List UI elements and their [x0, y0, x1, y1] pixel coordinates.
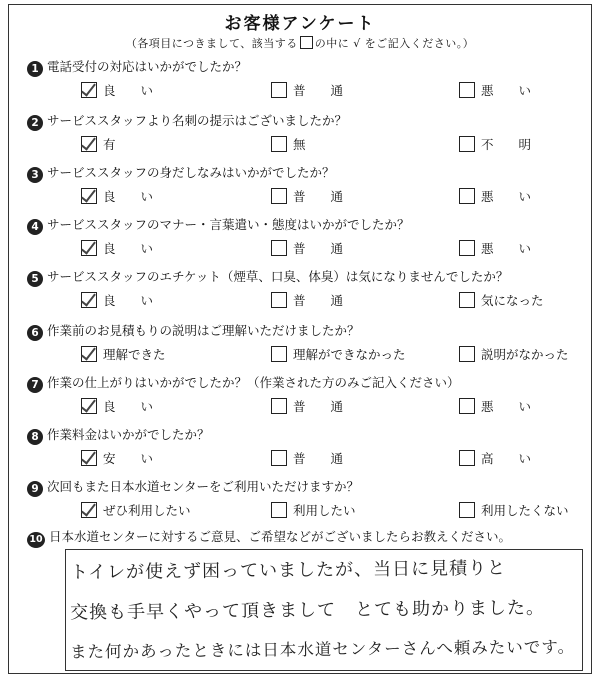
- checkbox-icon[interactable]: [271, 502, 287, 518]
- question-text: 日本水道センターに対するご意見、ご希望などがございましたらお教えください。: [49, 529, 512, 544]
- question-number-badge: 5: [27, 271, 43, 287]
- checkbox-icon[interactable]: [271, 450, 287, 466]
- question-number-badge: 9: [27, 481, 43, 497]
- answer-option-label: 高 い: [481, 451, 532, 466]
- checked-checkbox-icon[interactable]: [81, 502, 97, 518]
- checkbox-icon[interactable]: [459, 292, 475, 308]
- answer-options: [81, 81, 581, 103]
- answer-option[interactable]: [271, 81, 343, 99]
- answer-option[interactable]: [459, 81, 531, 99]
- handwritten-comment-line: トイレが使えず困っていましたが、当日に見積りと: [69, 557, 507, 584]
- question-line: [27, 477, 359, 497]
- answer-option-label: 利用したくない: [481, 503, 569, 518]
- question-text: 作業の仕上がりはいかがでしたか？（作業された方のみご記入ください）: [47, 375, 460, 390]
- question-text: サービススタッフより名刺の提示はございましたか？: [47, 113, 348, 128]
- checked-checkbox-icon[interactable]: [81, 136, 97, 152]
- answer-option[interactable]: [271, 135, 306, 153]
- answer-option[interactable]: [81, 81, 153, 99]
- answer-options: [81, 187, 581, 209]
- answer-option[interactable]: [81, 187, 153, 205]
- question-number-badge: 8: [27, 429, 43, 445]
- answer-option-label: 良 い: [103, 189, 154, 204]
- question-number-badge: 7: [27, 377, 43, 393]
- question-2: [27, 111, 581, 163]
- answer-option[interactable]: [81, 291, 153, 309]
- answer-options: [81, 449, 581, 471]
- answer-option-label: 良 い: [103, 399, 154, 414]
- answer-option-label: 普 通: [293, 241, 344, 256]
- answer-option[interactable]: [271, 239, 343, 257]
- answer-option-label: 普 通: [293, 451, 344, 466]
- question-text: 作業料金はいかがでしたか？: [47, 427, 210, 442]
- answer-option-label: 悪 い: [481, 189, 532, 204]
- answer-option-label: 有: [103, 137, 116, 152]
- answer-options: [81, 135, 581, 157]
- question-line: [27, 215, 410, 235]
- answer-options: [81, 397, 581, 419]
- answer-option[interactable]: [81, 449, 153, 467]
- handwritten-comment-line: また何かあったときには日本水道センターさんへ頼みたいです。: [69, 637, 576, 662]
- checkbox-icon[interactable]: [459, 136, 475, 152]
- question-6: [27, 321, 581, 373]
- checkbox-icon[interactable]: [459, 398, 475, 414]
- question-line: [27, 111, 347, 131]
- checked-checkbox-icon[interactable]: [81, 240, 97, 256]
- question-text: サービススタッフのエチケット（煙草、口臭、体臭）は気になりませんでしたか？: [47, 269, 509, 284]
- checkbox-icon[interactable]: [271, 240, 287, 256]
- checkbox-icon[interactable]: [271, 346, 287, 362]
- question-8: [27, 425, 581, 477]
- answer-option[interactable]: [459, 239, 531, 257]
- answer-options: [81, 501, 581, 523]
- answer-option-label: 利用したい: [293, 503, 356, 518]
- checkbox-icon[interactable]: [459, 188, 475, 204]
- checkbox-icon[interactable]: [459, 82, 475, 98]
- answer-option[interactable]: [271, 449, 343, 467]
- question-number-badge: 3: [27, 167, 43, 183]
- instructions-before: （各項目につきまして、該当する: [125, 37, 298, 50]
- answer-option[interactable]: [459, 135, 531, 153]
- answer-option-label: 不 明: [481, 137, 532, 152]
- answer-option-label: 理解ができなかった: [293, 347, 406, 362]
- answer-option-label: 無: [293, 137, 306, 152]
- question-line: [27, 373, 460, 393]
- answer-option[interactable]: [459, 397, 531, 415]
- checkbox-icon[interactable]: [459, 502, 475, 518]
- instructions-after: の中に √ をご記入ください。）: [314, 37, 475, 50]
- answer-option[interactable]: [271, 291, 343, 309]
- answer-option[interactable]: [81, 239, 153, 257]
- checked-checkbox-icon[interactable]: [81, 188, 97, 204]
- answer-option[interactable]: [459, 187, 531, 205]
- answer-option[interactable]: [459, 449, 531, 467]
- question-10: [27, 527, 511, 548]
- answer-options: [81, 291, 581, 313]
- question-line: [27, 425, 210, 445]
- answer-option[interactable]: [459, 345, 569, 363]
- question-text: サービススタッフのマナー・言葉遣い・態度はいかがでしたか？: [47, 217, 410, 232]
- question-1: [27, 57, 581, 109]
- answer-option[interactable]: [271, 501, 356, 519]
- question-text: 作業前のお見積もりの説明はご理解いただけましたか？: [47, 323, 360, 338]
- question-number-badge: 4: [27, 219, 43, 235]
- answer-option[interactable]: [271, 345, 406, 363]
- answer-option[interactable]: [81, 397, 153, 415]
- survey-title: お客様アンケート: [224, 14, 376, 34]
- answer-option-label: 悪 い: [481, 241, 532, 256]
- answer-option-label: ぜひ利用したい: [103, 503, 191, 518]
- checked-checkbox-icon[interactable]: [81, 82, 97, 98]
- checkbox-icon[interactable]: [271, 292, 287, 308]
- checked-checkbox-icon[interactable]: [81, 450, 97, 466]
- survey-instructions: [9, 35, 591, 51]
- checkbox-icon[interactable]: [271, 136, 287, 152]
- checked-checkbox-icon[interactable]: [81, 398, 97, 414]
- question-5: [27, 267, 581, 319]
- checkbox-icon[interactable]: [271, 82, 287, 98]
- answer-option-label: 悪 い: [481, 399, 532, 414]
- question-3: [27, 163, 581, 215]
- answer-option-label: 説明がなかった: [481, 347, 569, 362]
- answer-option-label: 理解できた: [103, 347, 166, 362]
- question-line: [27, 321, 360, 341]
- answer-option[interactable]: [459, 291, 544, 309]
- checkbox-icon[interactable]: [271, 188, 287, 204]
- question-number-badge: 6: [27, 325, 43, 341]
- answer-option[interactable]: [271, 187, 343, 205]
- answer-options: [81, 239, 581, 261]
- answer-option[interactable]: [81, 135, 116, 153]
- question-text: 次回もまた日本水道センターをご利用いただけますか？: [47, 479, 360, 494]
- comment-box[interactable]: [65, 549, 583, 671]
- answer-option-label: 良 い: [103, 83, 154, 98]
- question-number-badge: 2: [27, 115, 43, 131]
- question-number-badge: 10: [27, 532, 45, 548]
- answer-option-label: 良 い: [103, 241, 154, 256]
- checked-checkbox-icon[interactable]: [81, 346, 97, 362]
- question-4: [27, 215, 581, 267]
- answer-option-label: 悪 い: [481, 83, 532, 98]
- question-9: [27, 477, 581, 529]
- answer-option[interactable]: [459, 501, 569, 519]
- question-line: [27, 163, 335, 183]
- checkbox-icon[interactable]: [459, 240, 475, 256]
- answer-option-label: 普 通: [293, 293, 344, 308]
- question-line: [27, 57, 247, 77]
- answer-options: [81, 345, 581, 367]
- answer-option[interactable]: [271, 397, 343, 415]
- question-number-badge: 1: [27, 61, 43, 77]
- survey-sheet: [8, 4, 592, 674]
- question-text: 電話受付の対応はいかがでしたか？: [47, 59, 248, 74]
- answer-option-label: 安 い: [103, 451, 154, 466]
- handwritten-comment-line: 交換も手早くやって頂きまして とても助かりました。: [69, 597, 546, 624]
- question-text: サービススタッフの身だしなみはいかがでしたか？: [47, 165, 335, 180]
- checkbox-icon[interactable]: [459, 346, 475, 362]
- answer-option-label: 普 通: [293, 399, 344, 414]
- answer-option[interactable]: [81, 345, 166, 363]
- answer-option-label: 良 い: [103, 293, 154, 308]
- question-7: [27, 373, 581, 425]
- answer-option-label: 普 通: [293, 189, 344, 204]
- question-line: [27, 267, 508, 287]
- answer-option[interactable]: [81, 501, 191, 519]
- answer-option-label: 気になった: [481, 293, 544, 308]
- checkbox-icon[interactable]: [459, 450, 475, 466]
- sample-checkbox-icon: [300, 36, 313, 49]
- checkbox-icon[interactable]: [271, 398, 287, 414]
- checked-checkbox-icon[interactable]: [81, 292, 97, 308]
- answer-option-label: 普 通: [293, 83, 344, 98]
